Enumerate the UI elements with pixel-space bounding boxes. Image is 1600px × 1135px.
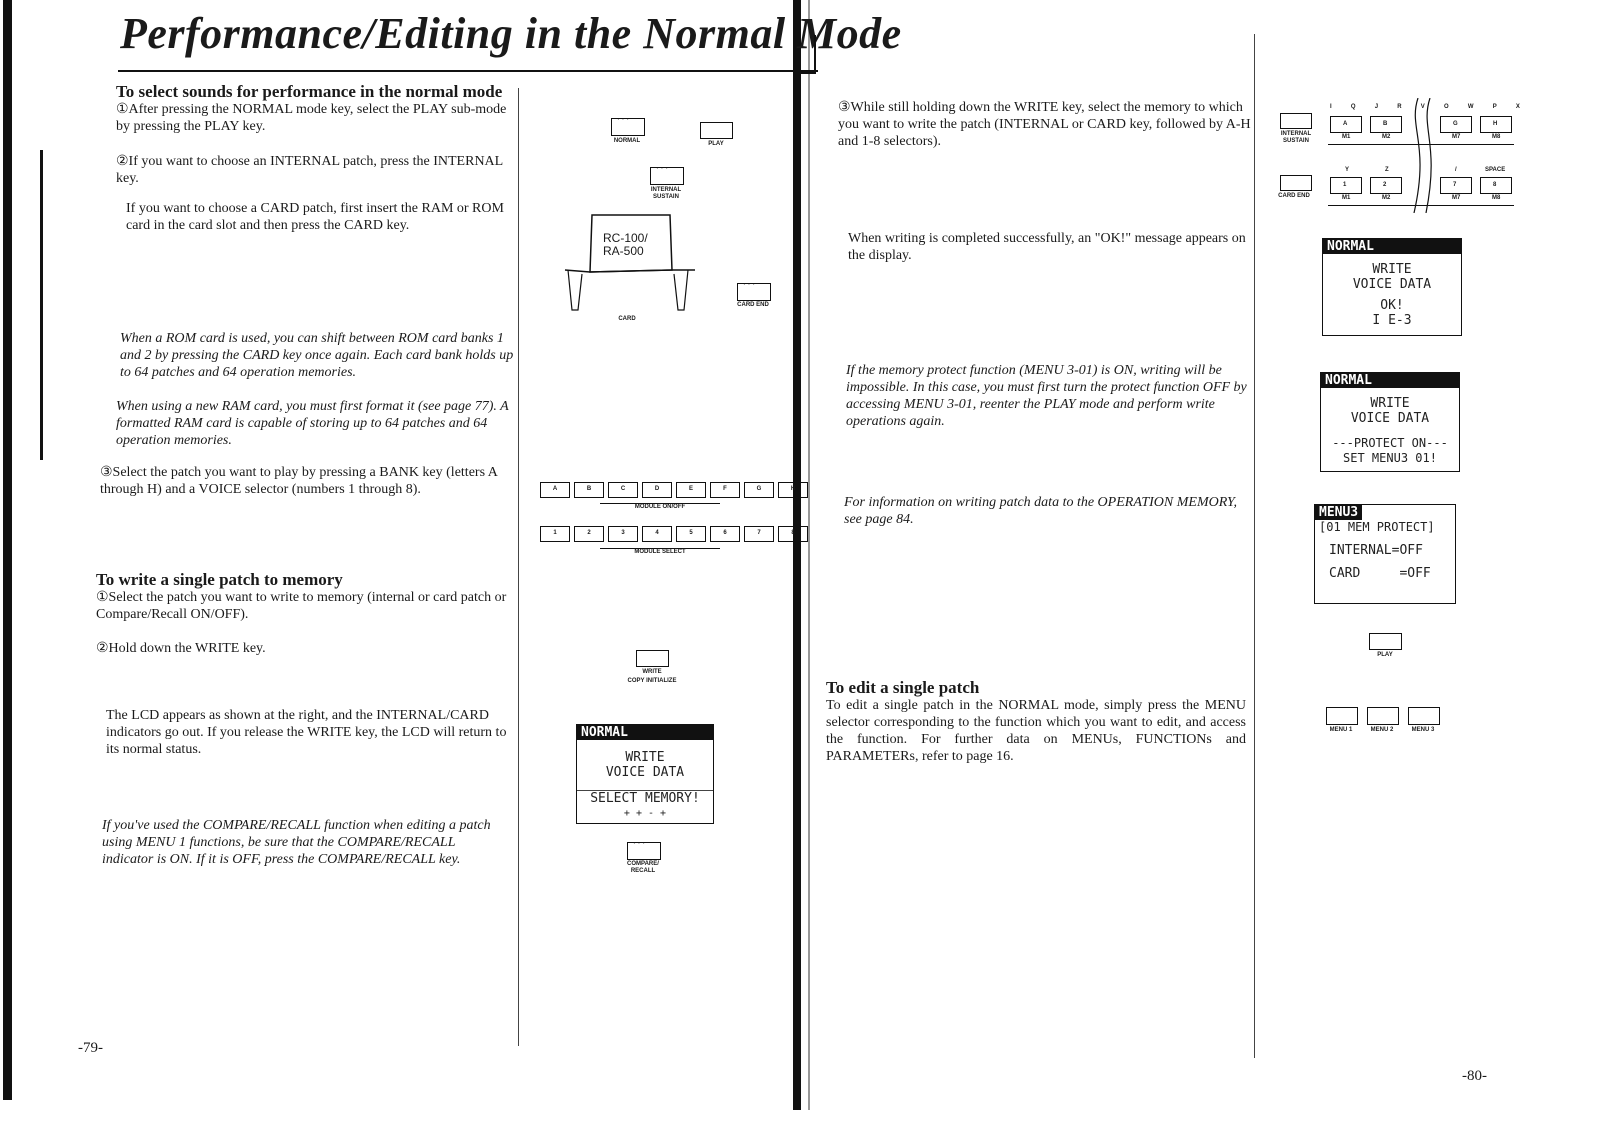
lcd-line: VOICE DATA [1352, 277, 1432, 292]
lcd-line: VOICE DATA [605, 765, 685, 780]
voice-key: 1 [540, 526, 570, 542]
select-step3: ③Select the patch you want to play by pressing a BANK key (letters A through H) and a VOICE selector (numbers 1 through 8). [100, 465, 498, 497]
bank-key: G [744, 482, 774, 498]
page-number-right: -80- [1462, 1068, 1487, 1084]
internal-key-label: INTERNAL SUSTAIN [650, 187, 682, 200]
compare-recall-key [627, 842, 661, 860]
menu-3-key [1408, 707, 1440, 725]
bank-key: F [710, 482, 740, 498]
lcd-description: The LCD appears as shown at the right, and the INTERNAL/CARD indicators go out. If you release the WRITE key, the LCD will return to its normal status. [106, 708, 507, 757]
lcd-line: WRITE [1372, 262, 1412, 277]
menu-1-label: MENU 1 [1329, 727, 1353, 733]
lcd-line: SET MENU3 01! [1343, 451, 1437, 465]
voice-key-8: 8 [1480, 177, 1512, 194]
bank-key-row [540, 482, 808, 498]
page-title: Performance/Editing in the Normal Mode [120, 9, 902, 58]
lcd-line: OK! [1380, 298, 1404, 313]
lcd-line: I E-3 [1372, 313, 1412, 328]
voice-key: 2 [574, 526, 604, 542]
card-model-label: RC-100/ RA-500 [603, 231, 648, 258]
voice-letter: Z [1385, 167, 1389, 173]
lcd-menu3-protect [1314, 504, 1456, 604]
normal-key-label: NORMAL [613, 138, 641, 144]
voice-key-row [540, 526, 808, 542]
lcd-line: [01 MEM PROTECT] [1319, 520, 1435, 534]
page-number-left: -79- [78, 1040, 103, 1056]
voice-key: 6 [710, 526, 740, 542]
menu-2-key [1367, 707, 1399, 725]
lcd-header: NORMAL [1321, 373, 1459, 388]
module-on-off-label: MODULE ON/OFF [600, 503, 720, 510]
lcd-line: VOICE DATA [1350, 411, 1430, 426]
voice-key: 8 [778, 526, 808, 542]
title-bracket [800, 35, 816, 74]
operation-memory-note: For information on writing patch data to the OPERATION MEMORY, see page 84. [844, 495, 1238, 527]
voice-sub-label: M1 [1342, 195, 1351, 201]
voice-letter: Y [1345, 167, 1350, 173]
rom-card-note: When a ROM card is used, you can shift between ROM card banks 1 and 2 by pressing the CARD key once again. Each card bank holds up to 64 patches and 64 operation memories. [120, 331, 514, 380]
voice-letter: SPACE [1485, 167, 1506, 173]
voice-key: 7 [744, 526, 774, 542]
key-panel-break [1408, 98, 1438, 213]
lcd-protect-on [1320, 372, 1460, 472]
internal-key-right-label: INTERNAL SUSTAIN [1280, 131, 1312, 144]
lcd-line: + + - + [623, 808, 667, 819]
select-step1: ①After pressing the NORMAL mode key, select the PLAY sub-mode by pressing the PLAY key. [116, 102, 507, 134]
voice-sub-label: M8 [1492, 195, 1501, 201]
voice-key: 4 [642, 526, 672, 542]
edit-heading: To edit a single patch [826, 678, 980, 697]
card-slot-drawing [560, 210, 710, 325]
menu-1-key [1326, 707, 1358, 725]
edit-text: To edit a single patch in the NORMAL mode, simply press the MENU selector corresponding to the function which you want to edit, and access the function. For further data on MENUs, FUNCTIONs and PARAMETERs, refer to page 16. [826, 698, 1246, 764]
play-key-right-label: PLAY [1377, 652, 1393, 658]
bank-key: E [676, 482, 706, 498]
lcd-line: CARD =OFF [1329, 566, 1431, 581]
bank-key-b: B [1370, 116, 1402, 133]
lcd-write-ok [1322, 238, 1462, 336]
bank-key-h: H [1480, 116, 1512, 133]
voice-key-2: 2 [1370, 177, 1402, 194]
card-end-right-label: CARD END [1278, 193, 1310, 199]
menu-3-label: MENU 3 [1411, 727, 1435, 733]
bank-key: H [778, 482, 808, 498]
voice-sub-label: M7 [1452, 195, 1461, 201]
select-heading: To select sounds for performance in the normal mode [116, 82, 503, 101]
internal-key [650, 167, 684, 185]
lcd-select-memory [576, 724, 714, 824]
write-step1: ①Select the patch you want to write to memory (internal or card patch or Compare/Recall ON/OFF). [96, 590, 507, 622]
compare-recall-label: COMPARE/ RECALL [627, 861, 659, 874]
left-margin-bar [40, 150, 43, 460]
write-ok-text: When writing is completed successfully, an "OK!" message appears on the display. [848, 231, 1246, 263]
top-letter-row: I Q J R V O W P X [1330, 104, 1520, 110]
write-step2: ②Hold down the WRITE key. [96, 641, 266, 656]
lcd-line: SELECT MEMORY! [577, 790, 713, 806]
play-key-label: PLAY [708, 141, 724, 147]
left-scan-edge [3, 0, 12, 1100]
bank-sub-label: M2 [1382, 134, 1391, 140]
write-step3: ③While still holding down the WRITE key, select the memory to which you want to write the patch (INTERNAL or CARD key, followed by A-H and 1-8 selectors). [838, 100, 1251, 149]
voice-key: 3 [608, 526, 638, 542]
card-slot-label: CARD [618, 316, 636, 322]
bank-key: D [642, 482, 672, 498]
write-heading: To write a single patch to memory [96, 570, 343, 589]
compare-recall-note: If you've used the COMPARE/RECALL function when editing a patch using MENU 1 functions, be sure that the COMPARE/RECALL indicator is ON. If it is OFF, press the COMPARE/RECALL key. [102, 818, 491, 867]
bank-sub-label: M7 [1452, 134, 1461, 140]
lcd-line: WRITE [1370, 396, 1410, 411]
lcd-line: ---PROTECT ON--- [1332, 436, 1448, 450]
bank-key-a: A [1330, 116, 1362, 133]
module-select-label: MODULE SELECT [600, 548, 720, 555]
voice-key: 5 [676, 526, 706, 542]
ram-card-note: When using a new RAM card, you must first format it (see page 77). A formatted RAM card is capable of storing up to 64 patches and 64 operation memories. [116, 399, 509, 448]
bank-sub-label: M1 [1342, 134, 1351, 140]
protect-note: If the memory protect function (MENU 3-01) is ON, writing will be impossible. In this case, you must first turn the protect function OFF by accessing MENU 3-01, reenter the PLAY mode and perform write operations again. [846, 363, 1247, 429]
book-spine-shadow [808, 0, 810, 1110]
bank-key: B [574, 482, 604, 498]
voice-sub-label: M2 [1382, 195, 1391, 201]
right-column-divider [1254, 34, 1255, 1058]
normal-key [611, 118, 645, 136]
lcd-line: WRITE [625, 750, 665, 765]
bank-key: C [608, 482, 638, 498]
play-key [700, 122, 733, 139]
play-key-right [1369, 633, 1402, 650]
write-key-label: WRITE [642, 669, 662, 675]
menu-2-label: MENU 2 [1370, 727, 1394, 733]
internal-key-right [1280, 113, 1312, 129]
card-instructions: If you want to choose a CARD patch, first insert the RAM or ROM card in the card slot and then press the CARD key. [126, 201, 504, 233]
write-key [636, 650, 669, 667]
lcd-header: MENU3 [1315, 505, 1362, 520]
lcd-header: NORMAL [577, 725, 713, 740]
copy-initialize-label: COPY INITIALIZE [627, 678, 677, 684]
lcd-header: NORMAL [1323, 239, 1461, 254]
card-end-label: CARD END [737, 302, 769, 308]
voice-key-7: 7 [1440, 177, 1472, 194]
title-underline [118, 70, 818, 72]
lcd-line: INTERNAL=OFF [1329, 543, 1423, 558]
voice-letter: / [1455, 167, 1457, 173]
bank-key-g: G [1440, 116, 1472, 133]
select-step2: ②If you want to choose an INTERNAL patch, press the INTERNAL key. [116, 154, 503, 186]
bank-sub-label: M8 [1492, 134, 1501, 140]
book-spine [793, 0, 801, 1110]
bank-key: A [540, 482, 570, 498]
card-key-right [1280, 175, 1312, 191]
card-key [737, 283, 771, 301]
voice-key-1: 1 [1330, 177, 1362, 194]
